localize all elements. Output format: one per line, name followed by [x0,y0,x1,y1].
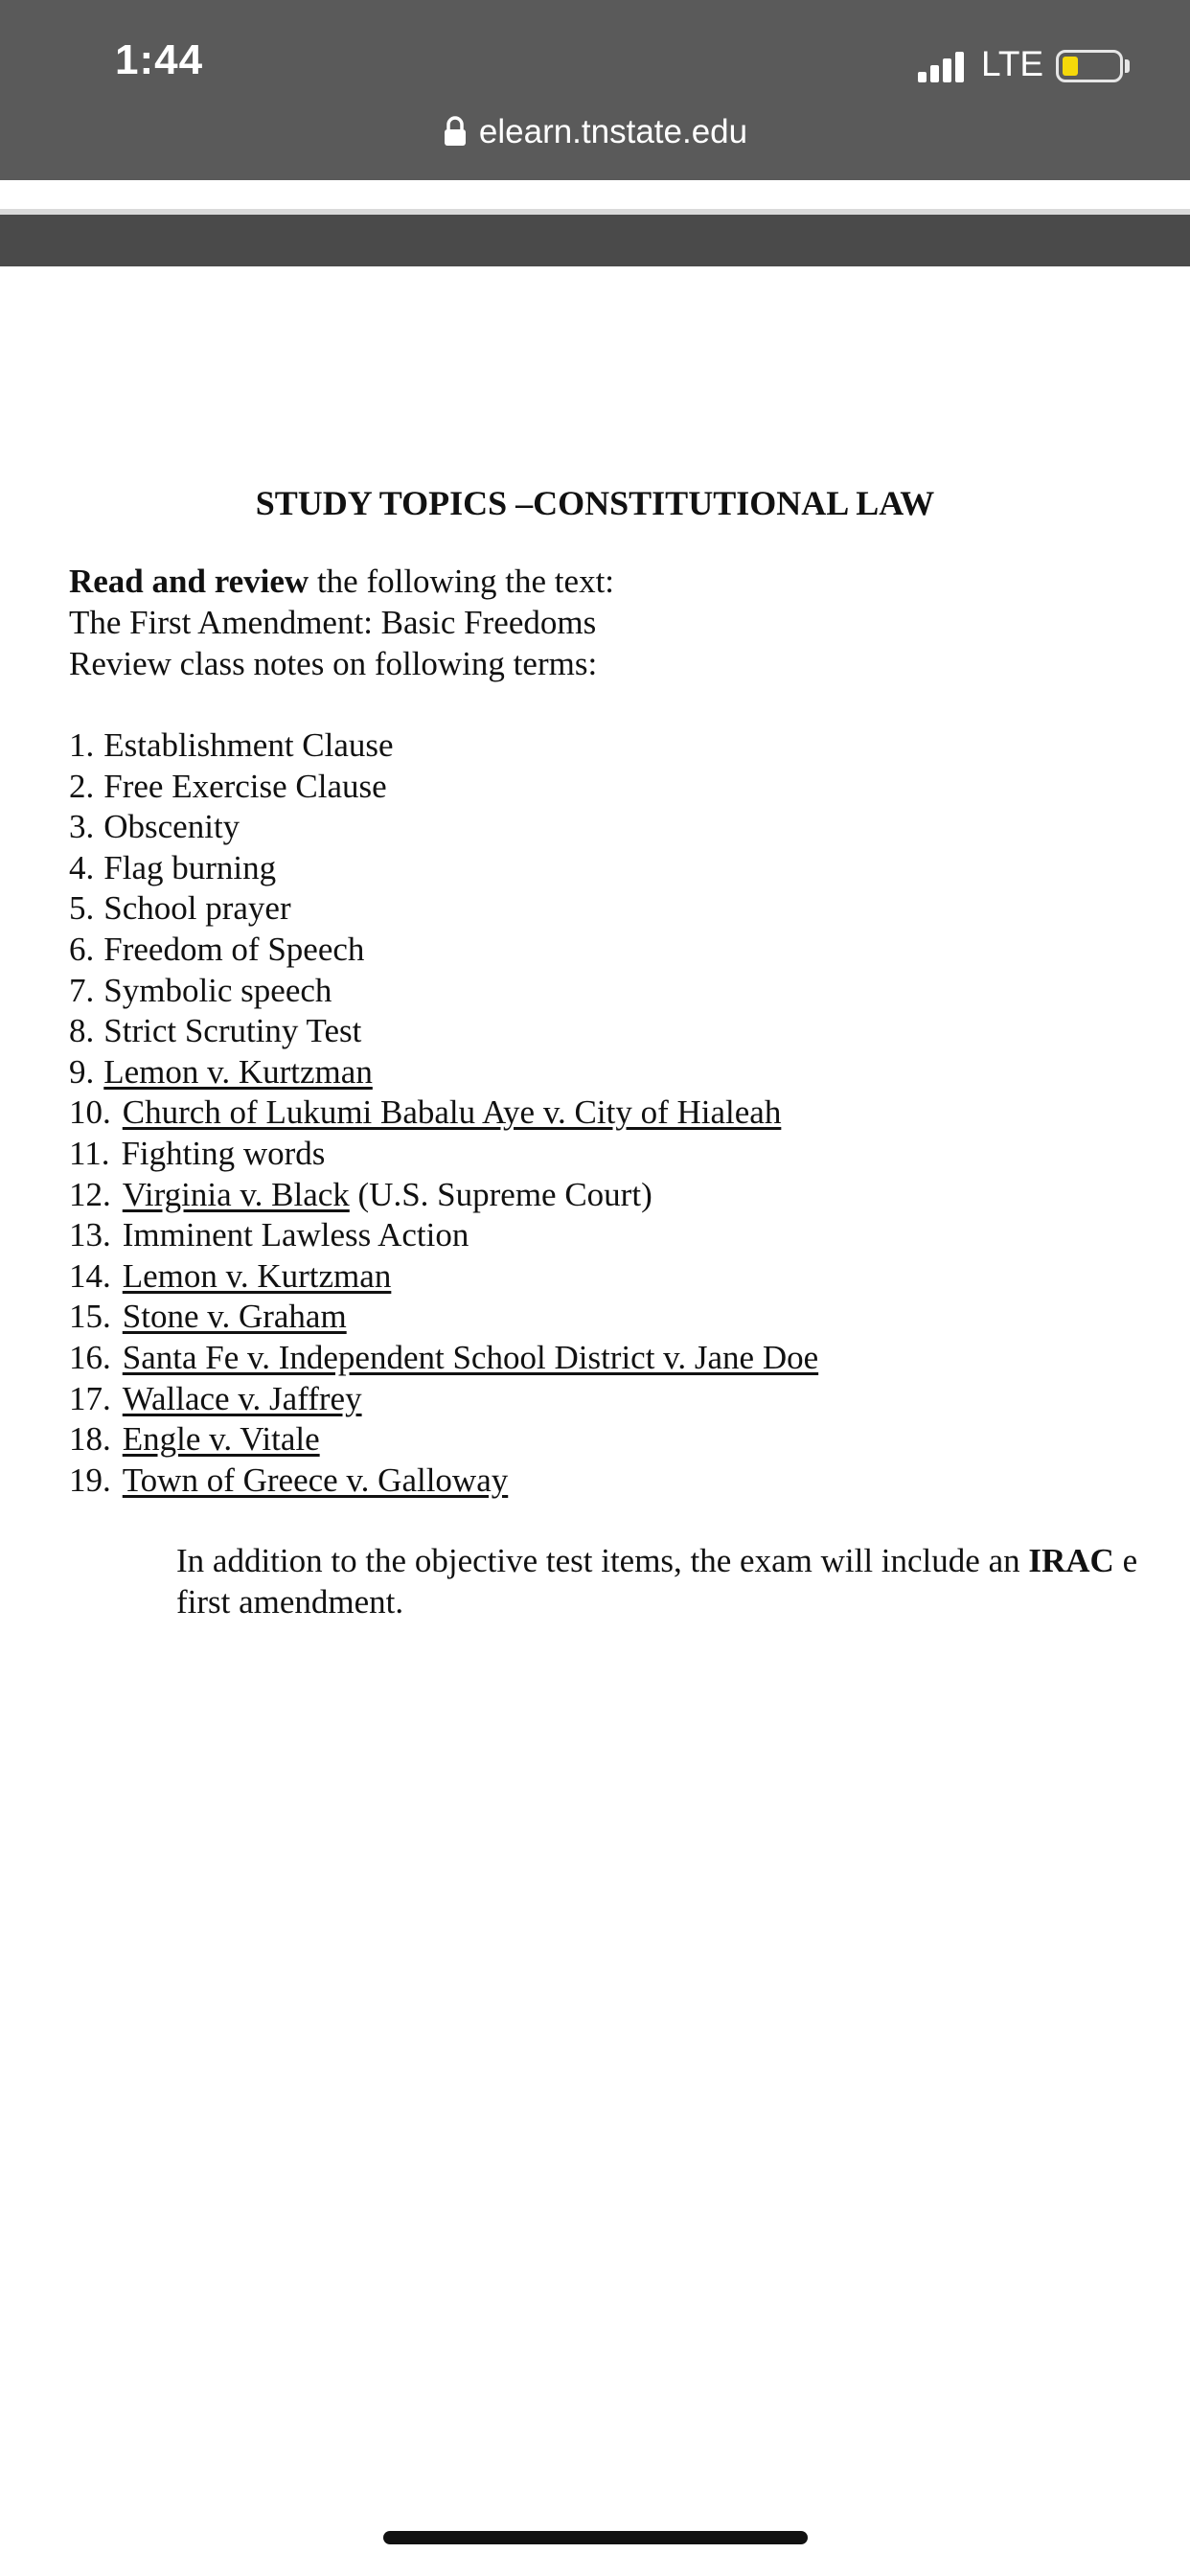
battery-icon [1056,50,1123,82]
intro-bold: Read and review [69,563,309,600]
document-page [0,266,1190,2471]
text-line: The First Amendment: Basic Freedoms [69,604,597,641]
document-title: STUDY TOPICS –CONSTITUTIONAL LAW [255,484,935,522]
topic-text: (U.S. Supreme Court) [349,1175,652,1213]
address-bar[interactable] [0,113,1190,151]
lock-icon [443,116,468,147]
topic-number: 15. [69,1298,111,1336]
case-name: Lemon v. Kurtzman [103,1052,373,1091]
topic-number: 13. [69,1216,111,1254]
case-name: Stone v. Graham [122,1298,347,1336]
case-name: Church of Lukumi Babalu Aye v. City of Hialeah [122,1093,782,1132]
intro-line [69,563,614,601]
topic-item [69,1461,508,1500]
case-name: Town of Greece v. Galloway [122,1460,509,1499]
topic-text: School prayer [103,889,291,928]
case-name: Wallace v. Jaffrey [122,1379,362,1417]
topic-text: Flag burning [103,848,277,886]
topic-text: Fighting words [121,1135,326,1172]
topic-item [69,1176,652,1214]
viewer-toolbar-strip [0,215,1190,266]
cellular-signal-icon [918,50,964,82]
topic-item [69,768,387,806]
topic-number: 17. [69,1379,111,1417]
topic-item [69,808,240,846]
topic-item [69,1298,347,1336]
case-name: Virginia v. Black [122,1175,350,1213]
topic-item [69,1380,362,1418]
home-indicator[interactable] [383,2531,808,2544]
topic-item [69,726,394,765]
topic-number: 6. [69,931,95,968]
status-time: 1:44 [115,36,204,83]
topic-item [69,972,332,1010]
topic-number: 4. [69,848,95,886]
topic-item [69,931,364,969]
topic-number: 19. [69,1460,111,1499]
topic-number: 16. [69,1339,111,1376]
topic-number: 14. [69,1256,111,1295]
topic-text: Strict Scrutiny Test [103,1012,362,1050]
battery-tip [1125,59,1130,73]
topic-item [69,889,291,928]
topic-item [69,1135,325,1173]
closing-text-cut: e [1113,1542,1138,1579]
case-name: Lemon v. Kurtzman [122,1256,392,1295]
topic-text: Free Exercise Clause [103,767,387,805]
topic-text: Imminent Lawless Action [122,1216,469,1254]
url-text: elearn.tnstate.edu [478,113,748,150]
topic-number: 9. [69,1052,95,1091]
topic-number: 11. [69,1135,110,1172]
topic-number: 10. [69,1093,111,1132]
topic-item [69,1053,373,1092]
topic-item [69,1339,818,1377]
topic-text: Freedom of Speech [103,931,365,968]
topic-number: 5. [69,889,95,928]
closing-line-1 [176,1542,1137,1580]
case-name: Engle v. Vitale [122,1420,320,1459]
topic-item [69,1012,361,1050]
topic-item [69,849,276,887]
topic-item [69,1257,391,1296]
browser-top-bar [0,0,1190,180]
closing-line-2: first amendment. [176,1583,404,1621]
closing-text: In addition to the objective test items, the exam will include an [176,1542,1029,1579]
topic-text: Establishment Clause [103,726,394,764]
topic-text: Symbolic speech [103,971,332,1009]
topic-number: 12. [69,1175,111,1213]
topic-number: 18. [69,1420,111,1459]
review-line: Review class notes on following terms: [69,645,598,682]
intro-rest: the following the text: [309,563,615,600]
topic-number: 1. [69,726,95,764]
topic-number: 7. [69,971,95,1009]
topic-item [69,1420,320,1459]
topic-item [69,1093,781,1132]
topic-number: 2. [69,767,95,805]
topic-number: 3. [69,808,95,846]
irac-bold: IRAC [1028,1542,1114,1579]
topic-number: 8. [69,1012,95,1050]
case-name: Santa Fe v. Independent School District v. Jane Doe [122,1339,819,1376]
topic-item [69,1216,469,1254]
network-type: LTE [981,44,1044,83]
topic-text: Obscenity [103,808,240,846]
